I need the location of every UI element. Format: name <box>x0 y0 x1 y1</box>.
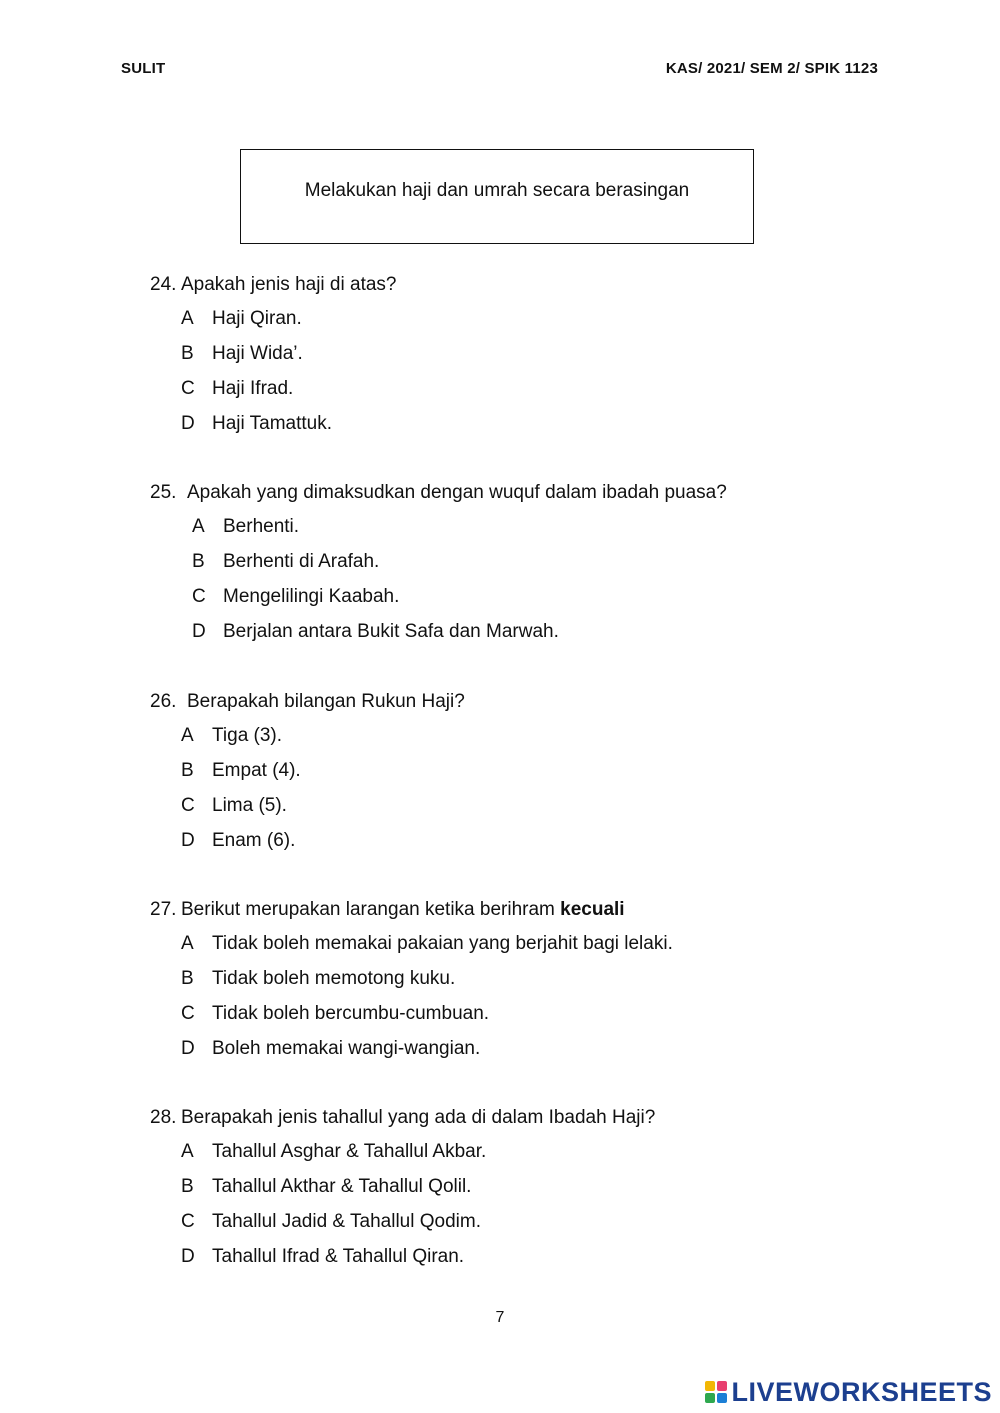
question-number: 27. <box>150 899 177 920</box>
option-letter: D <box>192 621 206 642</box>
liveworksheets-logo <box>705 1377 992 1408</box>
option-letter: A <box>181 308 194 329</box>
options-list <box>192 513 910 653</box>
option-d[interactable] <box>192 618 910 653</box>
question-26 <box>150 688 910 862</box>
option-d[interactable] <box>181 827 910 862</box>
options-list <box>181 722 910 862</box>
option-letter: B <box>181 343 194 364</box>
option-letter: B <box>192 551 205 572</box>
option-letter: C <box>181 1211 195 1232</box>
option-c[interactable] <box>181 792 910 827</box>
option-letter: D <box>181 413 195 434</box>
option-letter: D <box>181 1246 195 1267</box>
question-text: Berikut merupakan larangan ketika berihram <box>181 899 561 920</box>
option-text: Berhenti. <box>223 516 300 537</box>
options-list <box>181 1138 910 1278</box>
option-letter: B <box>181 760 194 781</box>
option-d[interactable] <box>181 410 910 445</box>
header-left: SULIT <box>121 60 166 77</box>
option-a[interactable] <box>181 305 910 340</box>
question-24 <box>150 271 910 445</box>
option-c[interactable] <box>192 583 910 618</box>
option-letter: C <box>192 586 206 607</box>
option-a[interactable] <box>192 513 910 548</box>
option-letter: D <box>181 1038 195 1059</box>
page-number: 7 <box>495 1309 505 1326</box>
option-text: Tiga (3). <box>212 725 283 746</box>
option-text: Lima (5). <box>212 795 287 816</box>
stimulus-box <box>240 149 754 244</box>
option-text: Empat (4). <box>212 760 301 781</box>
option-d[interactable] <box>181 1243 910 1278</box>
question-stem <box>150 688 910 716</box>
option-letter: C <box>181 1003 195 1024</box>
question-emphasis: kecuali <box>560 899 625 920</box>
option-text: Haji Qiran. <box>212 308 302 329</box>
options-list <box>181 930 910 1070</box>
option-b[interactable] <box>181 1173 910 1208</box>
option-text: Tahallul Jadid & Tahallul Qodim. <box>212 1211 481 1232</box>
question-stem <box>150 1104 910 1132</box>
option-a[interactable] <box>181 930 910 965</box>
option-text: Tahallul Akthar & Tahallul Qolil. <box>212 1176 472 1197</box>
option-letter: B <box>181 1176 194 1197</box>
option-text: Berjalan antara Bukit Safa dan Marwah. <box>223 621 559 642</box>
question-27 <box>150 896 910 1070</box>
question-number: 26. <box>150 691 177 712</box>
option-letter: A <box>181 725 194 746</box>
option-b[interactable] <box>181 757 910 792</box>
question-stem <box>150 271 910 299</box>
option-a[interactable] <box>181 1138 910 1173</box>
option-text: Tidak boleh memotong kuku. <box>212 968 456 989</box>
option-a[interactable] <box>181 722 910 757</box>
option-text: Berhenti di Arafah. <box>223 551 380 572</box>
question-number: 24. <box>150 274 177 295</box>
option-text: Tidak boleh memakai pakaian yang berjahit bagi lelaki. <box>212 933 673 954</box>
option-letter: A <box>181 933 194 954</box>
option-text: Tahallul Asghar & Tahallul Akbar. <box>212 1141 487 1162</box>
option-text: Haji Wida’. <box>212 343 303 364</box>
question-text: Berapakah jenis tahallul yang ada di dalam Ibadah Haji? <box>181 1107 656 1128</box>
option-letter: A <box>192 516 205 537</box>
logo-text: LIVEWORKSHEETS <box>731 1377 992 1407</box>
option-b[interactable] <box>192 548 910 583</box>
option-letter: C <box>181 795 195 816</box>
option-c[interactable] <box>181 1208 910 1243</box>
question-text: Berapakah bilangan Rukun Haji? <box>187 691 465 712</box>
option-b[interactable] <box>181 340 910 375</box>
stimulus-text: Melakukan haji dan umrah secara berasingan <box>304 180 690 201</box>
option-text: Tidak boleh bercumbu-cumbuan. <box>212 1003 490 1024</box>
question-number: 25. <box>150 482 177 503</box>
option-letter: D <box>181 830 195 851</box>
options-list <box>181 305 910 445</box>
option-text: Tahallul Ifrad & Tahallul Qiran. <box>212 1246 465 1267</box>
question-text: Apakah jenis haji di atas? <box>181 274 397 295</box>
logo-mark-icon <box>705 1381 729 1405</box>
option-letter: B <box>181 968 194 989</box>
option-b[interactable] <box>181 965 910 1000</box>
question-28 <box>150 1104 910 1278</box>
option-text: Haji Ifrad. <box>212 378 294 399</box>
question-number: 28. <box>150 1107 177 1128</box>
option-text: Boleh memakai wangi-wangian. <box>212 1038 481 1059</box>
option-c[interactable] <box>181 375 910 410</box>
option-text: Mengelilingi Kaabah. <box>223 586 400 607</box>
option-letter: A <box>181 1141 194 1162</box>
option-d[interactable] <box>181 1035 910 1070</box>
question-stem <box>150 479 910 507</box>
option-text: Haji Tamattuk. <box>212 413 333 434</box>
option-letter: C <box>181 378 195 399</box>
question-text: Apakah yang dimaksudkan dengan wuquf dalam ibadah puasa? <box>187 482 727 503</box>
question-stem <box>150 896 910 924</box>
option-text: Enam (6). <box>212 830 296 851</box>
option-c[interactable] <box>181 1000 910 1035</box>
question-25 <box>150 479 910 653</box>
header-right: KAS/ 2021/ SEM 2/ SPIK 1123 <box>665 60 878 77</box>
